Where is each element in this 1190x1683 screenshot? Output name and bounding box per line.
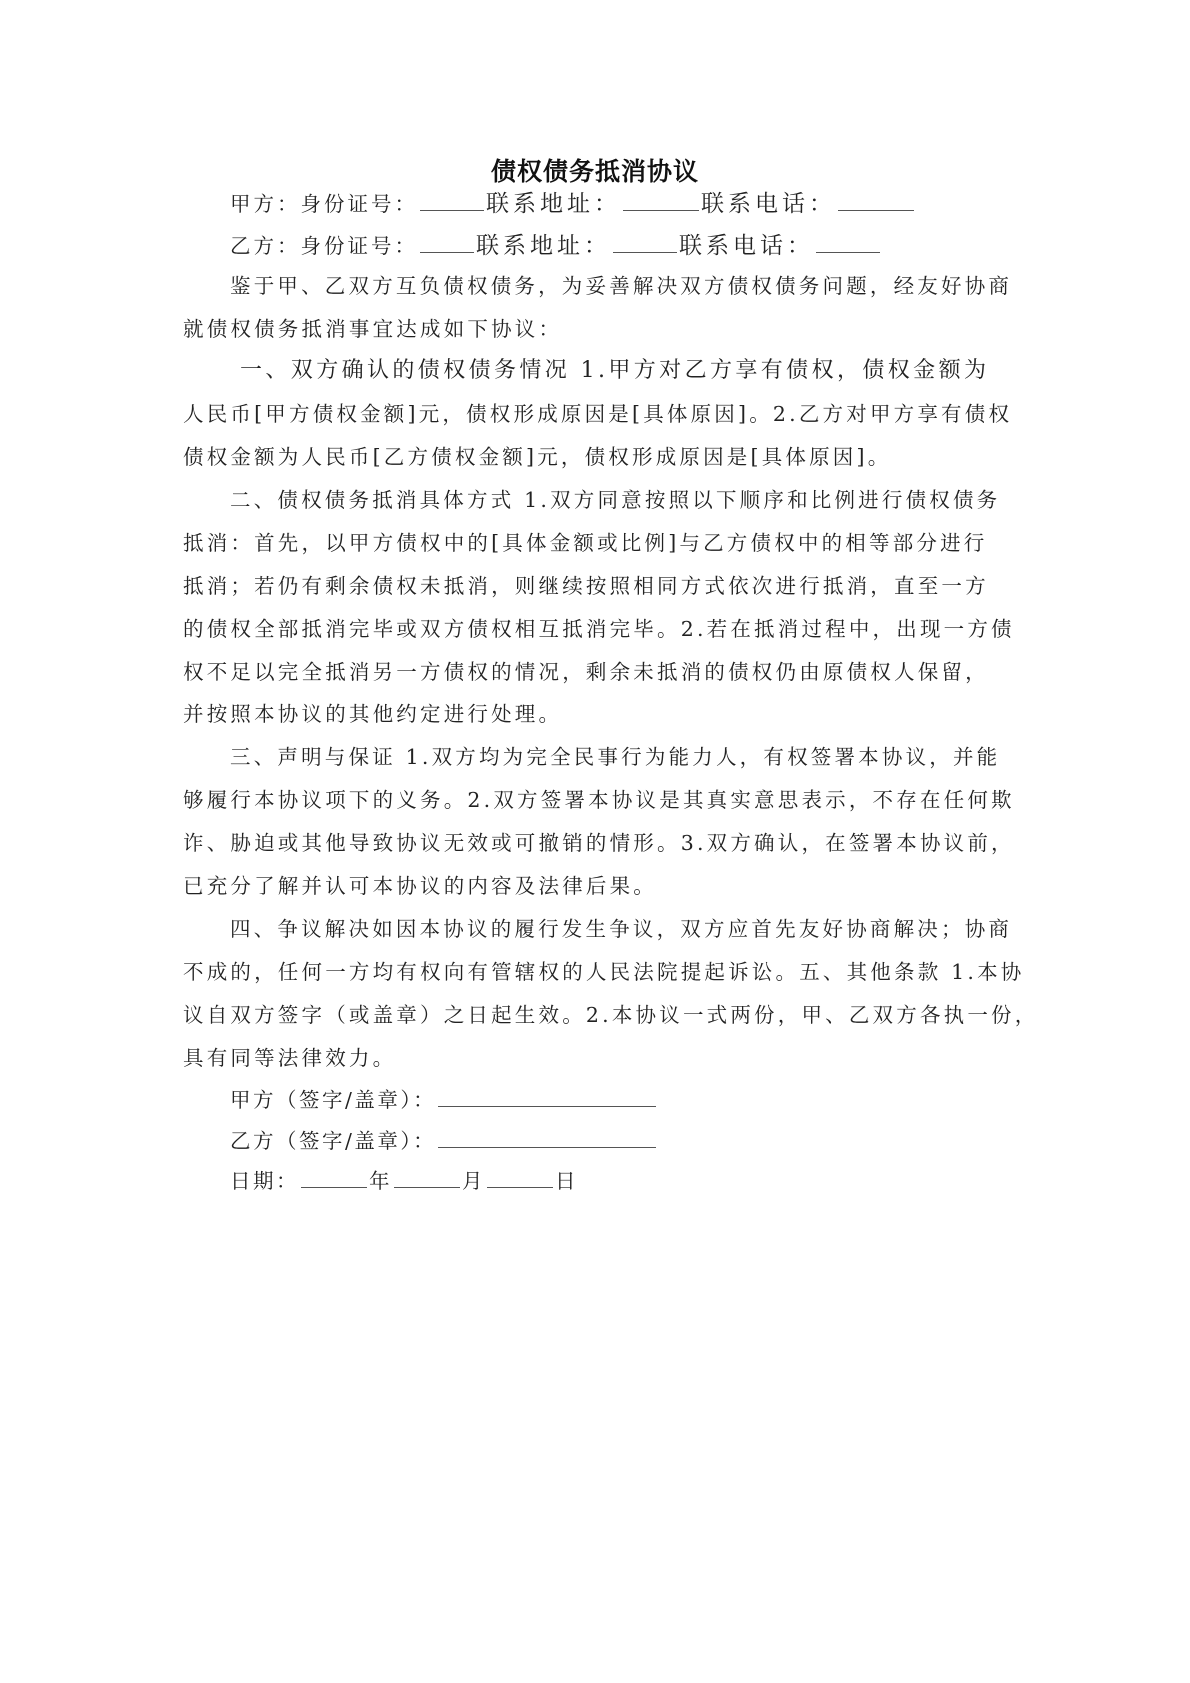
section-2-line: 并按照本协议的其他约定进行处理。 — [183, 702, 563, 726]
party-b-phone-blank — [816, 232, 880, 253]
section-3-line: 够履行本协议项下的义务。2.双方签署本协议是其真实意思表示，不存在任何欺 — [183, 788, 1015, 812]
section-2-line: 抵消：首先，以甲方债权中的[具体金额或比例]与乙方债权中的相等部分进行 — [183, 531, 988, 555]
day-blank[interactable] — [487, 1167, 553, 1188]
party-a-phone-blank — [838, 190, 914, 211]
year-label: 年 — [369, 1169, 392, 1193]
month-blank[interactable] — [394, 1167, 460, 1188]
section-4-line: 具有同等法律效力。 — [183, 1046, 397, 1070]
section-4-line: 议自双方签字（或盖章）之日起生效。2.本协议一式两份，甲、乙双方各执一份， — [183, 1003, 1039, 1027]
section-1-line: 债权金额为人民币[乙方债权金额]元，债权形成原因是[具体原因]。 — [183, 445, 892, 469]
party-a-phone-label: 联系电话： — [701, 191, 836, 217]
party-b-signature-line — [230, 1127, 658, 1155]
party-b-address-blank — [613, 232, 677, 253]
section-4-line: 不成的，任何一方均有权向有管辖权的人民法院提起诉讼。五、其他条款 1.本协 — [183, 960, 1025, 984]
party-b-phone-label: 联系电话： — [679, 233, 814, 259]
party-b-id-blank — [420, 232, 474, 253]
party-a-id-blank — [420, 190, 484, 211]
party-a-id-label: 甲方：身份证号： — [230, 192, 418, 216]
party-a-signature-label: 甲方（签字/盖章）： — [230, 1088, 437, 1112]
party-b-signature-blank[interactable] — [438, 1127, 656, 1148]
section-4-line: 四、争议解决如因本协议的履行发生争议，双方应首先友好协商解决；协商 — [230, 917, 1013, 941]
party-b-id-label: 乙方：身份证号： — [230, 234, 418, 258]
preamble-line: 鉴于甲、乙双方互负债权债务，为妥善解决双方债权债务问题，经友好协商 — [230, 274, 1013, 298]
party-a-signature-blank[interactable] — [438, 1086, 656, 1107]
date-line — [230, 1167, 578, 1195]
party-a-address-blank — [623, 190, 699, 211]
party-a-info-line — [230, 190, 916, 218]
party-a-address-label: 联系地址： — [486, 191, 621, 217]
year-blank[interactable] — [301, 1167, 367, 1188]
party-b-info-line — [230, 232, 882, 260]
section-2-line: 的债权全部抵消完毕或双方债权相互抵消完毕。2.若在抵消过程中，出现一方债 — [183, 617, 1015, 641]
section-2-line: 二、债权债务抵消具体方式 1.双方同意按照以下顺序和比例进行债权债务 — [230, 488, 1001, 512]
party-a-signature-line — [230, 1086, 658, 1114]
party-b-signature-label: 乙方（签字/盖章）： — [230, 1129, 437, 1153]
preamble-line: 就债权债务抵消事宜达成如下协议： — [183, 317, 563, 341]
day-label: 日 — [555, 1169, 578, 1193]
document-title: 债权债务抵消协议 — [490, 157, 699, 186]
month-label: 月 — [462, 1169, 485, 1193]
section-3-line: 诈、胁迫或其他导致协议无效或可撤销的情形。3.双方确认，在签署本协议前， — [183, 831, 1015, 855]
section-3-line: 已充分了解并认可本协议的内容及法律后果。 — [183, 874, 657, 898]
section-2-line: 权不足以完全抵消另一方债权的情况，剩余未抵消的债权仍由原债权人保留， — [183, 660, 989, 684]
date-label: 日期： — [230, 1169, 299, 1193]
section-3-line: 三、声明与保证 1.双方均为完全民事行为能力人，有权签署本协议，并能 — [230, 745, 1001, 769]
section-1-line: 一、双方确认的债权债务情况 1.甲方对乙方享有债权，债权金额为 — [240, 358, 990, 383]
section-1-line: 人民币[甲方债权金额]元，债权形成原因是[具体原因]。2.乙方对甲方享有债权 — [183, 402, 1013, 426]
section-2-line: 抵消；若仍有剩余债权未抵消，则继续按照相同方式依次进行抵消，直至一方 — [183, 574, 989, 598]
party-b-address-label: 联系地址： — [476, 233, 611, 259]
